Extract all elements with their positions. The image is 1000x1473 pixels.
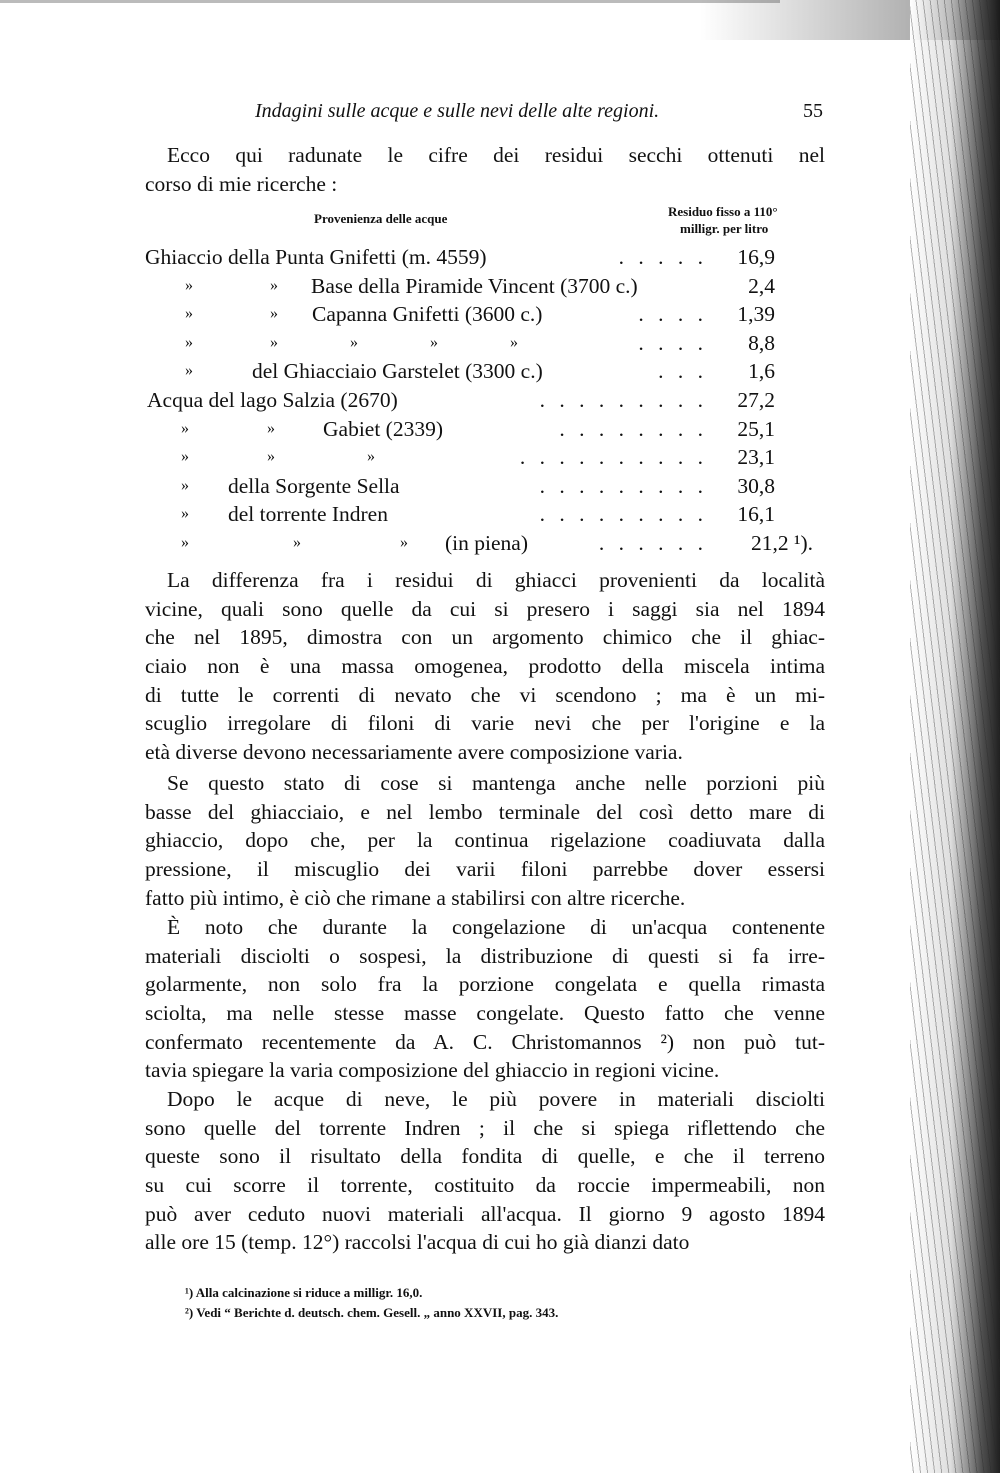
text-line: La differenza fra i residui di ghiacci provenienti da località — [167, 568, 825, 592]
ditto-mark: » — [185, 362, 193, 380]
residue-value: 23,1 — [737, 445, 775, 470]
ditto-mark: » — [270, 305, 278, 323]
leader-dots: . . . . . . . . . . — [519, 445, 703, 470]
ditto-mark: » — [181, 534, 189, 551]
text-line: sciolta, ma nelle stesse masse congelate. Questo fatto che venne — [145, 1001, 825, 1026]
leader-dots: . . . . . . . . — [559, 416, 703, 441]
table-row — [145, 329, 775, 357]
ditto-mark: » — [270, 276, 278, 294]
residue-value: 1,6 — [748, 359, 775, 384]
text-line: fatto più intimo, è ciò che rimane a stabilirsi con altre ricerche. — [145, 885, 686, 910]
ditto-mark: » — [293, 534, 301, 551]
row-label: (in piena) — [445, 531, 528, 555]
ditto-mark: » — [181, 476, 189, 494]
leader-dots: . . . . . . . . . — [539, 388, 703, 412]
residue-value: 21,2 ¹). — [751, 531, 813, 555]
leader-dots: . . . — [658, 359, 703, 384]
page-number: 55 — [803, 100, 823, 122]
table-header-provenance: Provenienza delle acque — [314, 211, 448, 226]
text-line: materiali disciolti o sospesi, la distribuzione di questi si fa irre- — [145, 943, 825, 968]
paragraph — [145, 1085, 825, 1257]
ditto-mark: » — [350, 333, 358, 351]
residue-value: 16,1 — [737, 502, 775, 527]
table-row — [145, 415, 775, 443]
text-line: pressione, il miscuglio dei varii filoni parrebbe dover essersi — [145, 857, 825, 882]
ditto-mark: » — [367, 448, 375, 466]
ditto-mark: » — [270, 333, 278, 351]
intro-paragraph — [145, 141, 825, 198]
leader-dots: . . . . . — [618, 245, 703, 269]
table-row — [145, 529, 813, 557]
text-line: queste sono il risultato della fondita di quelle, e che il terreno — [145, 1144, 825, 1169]
text-line: può aver ceduto nuovi materiali all'acqua. Il giorno 9 agosto 1894 — [145, 1201, 825, 1226]
leader-dots: . . . . . . . . . — [539, 473, 703, 498]
residue-value: 27,2 — [737, 388, 775, 412]
leader-dots: . . . . . . — [598, 531, 703, 555]
ditto-mark: » — [430, 333, 438, 351]
residue-value: 30,8 — [737, 473, 775, 498]
text-line: età diverse devono necessariamente avere composizione varia. — [145, 740, 683, 765]
residue-value: 25,1 — [737, 416, 775, 441]
text-line: Ecco qui radunate le cifre dei residui secchi ottenuti nel — [167, 143, 825, 167]
text-line: di tutte le correnti di nevato che vi scendono ; ma è un mi- — [145, 682, 825, 707]
table-header-residue: Residuo fisso a 110° — [668, 204, 778, 219]
row-label: del torrente Indren — [228, 502, 388, 527]
row-label: Ghiaccio della Punta Gnifetti (m. 4559) — [145, 245, 487, 269]
text-line: Se questo stato di cose si mantenga anche nelle porzioni più — [167, 771, 825, 795]
ditto-mark: » — [185, 276, 193, 294]
leader-dots: . . . . — [638, 330, 703, 355]
residue-value: 1,39 — [737, 302, 775, 327]
text-line: che nel 1895, dimostra con un argomento chimico che il ghiac- — [145, 625, 825, 650]
ditto-mark: » — [181, 505, 189, 523]
ditto-mark: » — [400, 534, 408, 551]
row-label: Base della Piramide Vincent (3700 c.) — [311, 273, 638, 298]
text-line: confermato recentemente da A. C. Christomannos ²) non può tut- — [145, 1029, 825, 1054]
text-line: Dopo le acque di neve, le più povere in materiali disciolti — [167, 1087, 825, 1111]
text-line: sono quelle del torrente Indren ; il che si spiega riflettendo che — [145, 1115, 825, 1140]
text-line: tavia spiegare la varia composizione del ghiaccio in regioni vicine. — [145, 1058, 720, 1083]
footnote-1: ¹) Alla calcinazione si riduce a milligr. 16,0. — [185, 1285, 423, 1300]
row-label: Capanna Gnifetti (3600 c.) — [312, 302, 543, 327]
row-label: della Sorgente Sella — [228, 473, 400, 498]
ditto-mark: » — [510, 333, 518, 351]
table-row — [145, 243, 775, 271]
paragraph — [145, 769, 825, 912]
text-line: su cui scorre il torrente, costituito da roccie impermeabili, non — [145, 1173, 825, 1198]
text-line: ghiaccio, dopo che, per la continua rigelazione coadiuvata dalla — [145, 828, 825, 853]
text-line: scuglio irregolare di filoni di varie nevi che per l'origine e la — [145, 711, 825, 736]
running-head: Indagini sulle acque e sulle nevi delle alte regioni. — [255, 100, 660, 122]
table-row — [145, 386, 775, 414]
text-line: basse del ghiacciaio, e nel lembo terminale del così detto mare di — [145, 799, 825, 824]
text-line: alle ore 15 (temp. 12°) raccolsi l'acqua di cui ho già dianzi dato — [145, 1230, 690, 1255]
row-label: Acqua del lago Salzia (2670) — [147, 388, 398, 412]
table-row — [145, 472, 775, 500]
table-row — [145, 500, 775, 528]
text-line: ciaio non è una massa omogenea, prodotto della miscela intima — [145, 654, 825, 679]
row-label: del Ghiacciaio Garstelet (3300 c.) — [252, 359, 543, 384]
text-line: È noto che durante la congelazione di un'acqua contenente — [167, 915, 825, 939]
ditto-mark: » — [267, 419, 275, 437]
ditto-mark: » — [185, 333, 193, 351]
ditto-mark: » — [185, 305, 193, 323]
row-label: Gabiet (2339) — [323, 416, 444, 441]
text-line: golarmente, non solo fra la porzione congelata e quella rimasta — [145, 972, 825, 997]
residue-value: 8,8 — [748, 330, 775, 355]
scan-top-edge — [0, 0, 780, 3]
paragraph — [145, 566, 825, 767]
scan-page-edge — [910, 0, 1000, 1473]
table-row — [145, 357, 775, 385]
residue-value: 16,9 — [737, 245, 775, 269]
text-line: vicine, quali sono quelle da cui si presero i saggi sia nel 1894 — [145, 596, 825, 621]
residue-value: 2,4 — [748, 273, 775, 298]
ditto-mark: » — [181, 419, 189, 437]
leader-dots: . . . . — [638, 302, 703, 327]
leader-dots: . . . . . . . . . — [539, 502, 703, 527]
table-header-unit: milligr. per litro — [680, 221, 769, 236]
ditto-mark: » — [267, 448, 275, 466]
table-row — [145, 272, 775, 300]
ditto-mark: » — [181, 448, 189, 466]
footnote-2: ²) Vedi “ Berichte d. deutsch. chem. Gesell. „ anno XXVII, pag. 343. — [185, 1305, 559, 1320]
text-line: corso di mie ricerche : — [145, 171, 338, 196]
table-row — [145, 443, 775, 471]
table-row — [145, 300, 775, 328]
paragraph — [145, 913, 825, 1085]
